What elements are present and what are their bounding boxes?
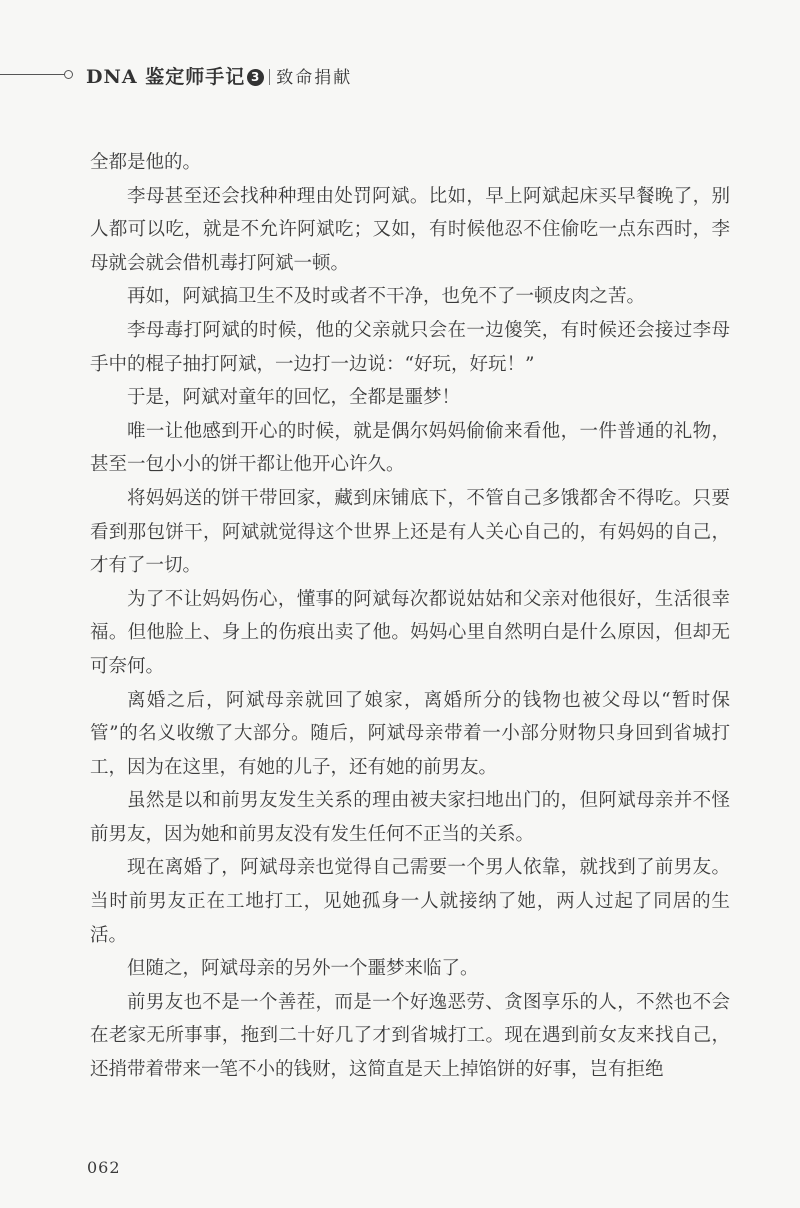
paragraph: 前男友也不是一个善茬，而是一个好逸恶劳、贪图享乐的人，不然也不会在老家无所事事，拖到二十好几了才到省城打工。现在遇到前女友来找自己，还捎带着带来一笔不小的钱财，这简直是天上掉馅饼的好事，岂有拒绝 [90, 991, 730, 1081]
paragraph: 现在离婚了，阿斌母亲也觉得自己需要一个男人依靠，就找到了前男友。当时前男友正在工地打工，见她孤身一人就接纳了她，两人过起了同居的生活。 [90, 857, 730, 946]
body-text [90, 146, 730, 1087]
paragraph: 为了不让妈妈伤心，懂事的阿斌每次都说姑姑和父亲对他很好，生活很幸福。但他脸上、身上的伤痕出卖了他。妈妈心里自然明白是什么原因，但却无可奈何。 [90, 588, 730, 677]
page-number: 062 [87, 1158, 121, 1177]
paragraph: 但随之，阿斌母亲的另外一个噩梦来临了。 [127, 958, 479, 980]
paragraph: 李母甚至还会找种种理由处罚阿斌。比如，早上阿斌起床买早餐晚了，别人都可以吃，就是不允许阿斌吃；又如，有时候他忍不住偷吃一点东西时，李母就会就会借机毒打阿斌一顿。 [90, 185, 730, 274]
header-ring-ornament [64, 70, 73, 79]
paragraph: 于是，阿斌对童年的回忆，全都是噩梦！ [127, 387, 461, 409]
header-separator [269, 69, 270, 85]
paragraph: 唯一让他感到开心的时候，就是偶尔妈妈偷偷来看他，一件普通的礼物，甚至一包小小的饼干都让他开心许久。 [90, 420, 730, 476]
paragraph: 离婚之后，阿斌母亲就回了娘家，离婚所分的钱物也被父母以“暂时保管”的名义收缴了大部分。随后，阿斌母亲带着一小部分财物只身回到省城打工，因为在这里，有她的儿子，还有她的前男友。 [90, 689, 730, 778]
book-title [86, 62, 352, 89]
paragraph: 李母毒打阿斌的时候，他的父亲就只会在一边傻笑，有时候还会接过李母手中的棍子抽打阿斌，一边打一边说：“好玩，好玩！” [90, 319, 730, 375]
paragraph: 虽然是以和前男友发生关系的理由被夫家扫地出门的，但阿斌母亲并不怪前男友，因为她和前男友没有发生任何不正当的关系。 [90, 790, 730, 845]
paragraph: 再如，阿斌搞卫生不及时或者不干净，也免不了一顿皮肉之苦。 [127, 286, 646, 308]
paragraph: 全都是他的。 [90, 152, 202, 173]
running-header [0, 60, 800, 92]
header-rule [0, 74, 66, 75]
book-subtitle: 致命捐献 [276, 68, 353, 88]
paragraph: 将妈妈送的饼干带回家，藏到床铺底下，不管自己多饿都舍不得吃。只要看到那包饼干，阿斌就觉得这个世界上还是有人关心自己的，有妈妈的自己，才有了一切。 [90, 487, 730, 577]
book-title-text: DNA 鉴定师手记 [86, 66, 246, 88]
volume-badge: 3 [247, 69, 264, 86]
